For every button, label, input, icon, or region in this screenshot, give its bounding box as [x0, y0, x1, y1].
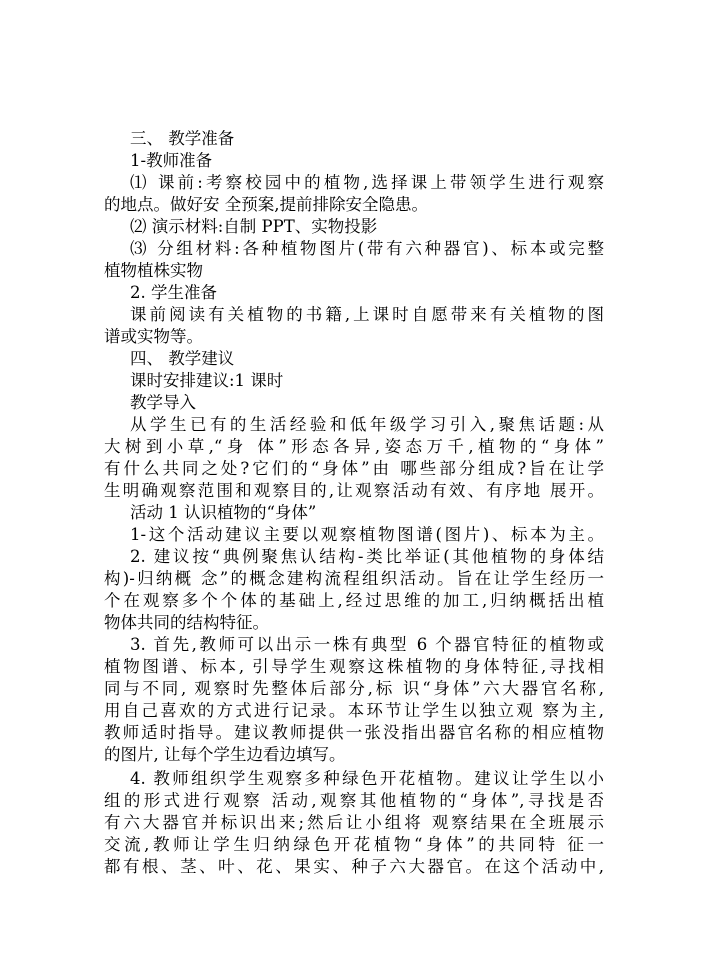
paragraph-line: 的地点。做好安 全预案,提前排除安全隐患。: [104, 195, 428, 214]
subheading-intro: 教学导入: [130, 393, 196, 412]
paragraph-line: 教师适时指导。建议教师提供一张没指出器官名称的相应植物: [104, 723, 604, 742]
paragraph-line: 都有根、茎、叶、花、果实、种子六大器官。在这个活动中,: [104, 857, 604, 876]
subheading-activity-1: 活动 1 认识植物的“身体”: [130, 503, 317, 522]
paragraph-line: 植物植株实物: [104, 261, 203, 280]
paragraph-line: 2. 建议按“典例聚焦认结构-类比举证(其他植物的身体结: [130, 547, 604, 566]
section-heading-suggestions: 四、 教学建议: [130, 349, 235, 368]
paragraph-line: 的图片, 让每个学生边看边填写。: [104, 745, 346, 764]
paragraph-line: 同与不同, 观察时先整体后部分,标 识“身体”六大器官名称,: [104, 679, 604, 698]
paragraph-line: 课时安排建议:1 课时: [130, 371, 284, 390]
paragraph-line: 物体共同的结构特征。: [104, 613, 269, 632]
paragraph-line: 大树到小草,“身 体”形态各异,姿态万千,植物的“身体”: [104, 437, 604, 456]
paragraph-line: 3. 首先,教师可以出示一株有典型 6 个器官特征的植物或: [130, 635, 604, 654]
paragraph-line: 谱或实物等。: [104, 327, 203, 346]
paragraph-line: 有六大器官并标识出来;然后让小组将 观察结果在全班展示: [104, 813, 604, 832]
paragraph-line: ⑶ 分组材料:各种植物图片(带有六种器官)、标本或完整: [130, 239, 604, 258]
section-heading-preparation: 三、 教学准备: [130, 129, 235, 148]
paragraph-line: 个在观察多个个体的基础上,经过思维的加工,归纳概括出植: [104, 591, 604, 610]
paragraph-line: ⑴ 课前:考察校园中的植物,选择课上带领学生进行观察: [130, 173, 604, 192]
paragraph-line: 植物图谱、标本, 引导学生观察这株植物的身体特征,寻找相: [104, 657, 604, 676]
subheading-teacher-prep: 1-教师准备: [130, 151, 213, 170]
paragraph-line: 交流,教师让学生归纳绿色开花植物“身体”的共同特 征一: [104, 835, 604, 854]
paragraph-line: 组的形式进行观察 活动,观察其他植物的“身体”,寻找是否: [104, 791, 604, 810]
subheading-student-prep: 2. 学生准备: [130, 283, 217, 302]
paragraph-line: 构)-归纳概 念”的概念建构流程组织活动。旨在让学生经历一: [104, 569, 604, 588]
paragraph-line: 课前阅读有关植物的书籍,上课时自愿带来有关植物的图: [130, 305, 604, 324]
paragraph-line: 4. 教师组织学生观察多种绿色开花植物。建议让学生以小: [130, 769, 604, 788]
paragraph-line: 生明确观察范围和观察目的,让观察活动有效、有序地 展开。: [104, 481, 604, 500]
paragraph-line: 1-这个活动建议主要以观察植物图谱(图片)、标本为主。: [130, 525, 604, 544]
paragraph-line: 从学生已有的生活经验和低年级学习引入,聚焦话题:从: [130, 415, 604, 434]
paragraph-line: ⑵ 演示材料:自制 PPT、实物投影: [130, 217, 378, 236]
paragraph-line: 用自己喜欢的方式进行记录。本环节让学生以独立观 察为主,: [104, 701, 604, 720]
paragraph-line: 有什么共同之处?它们的“身体”由 哪些部分组成?旨在让学: [104, 459, 604, 478]
